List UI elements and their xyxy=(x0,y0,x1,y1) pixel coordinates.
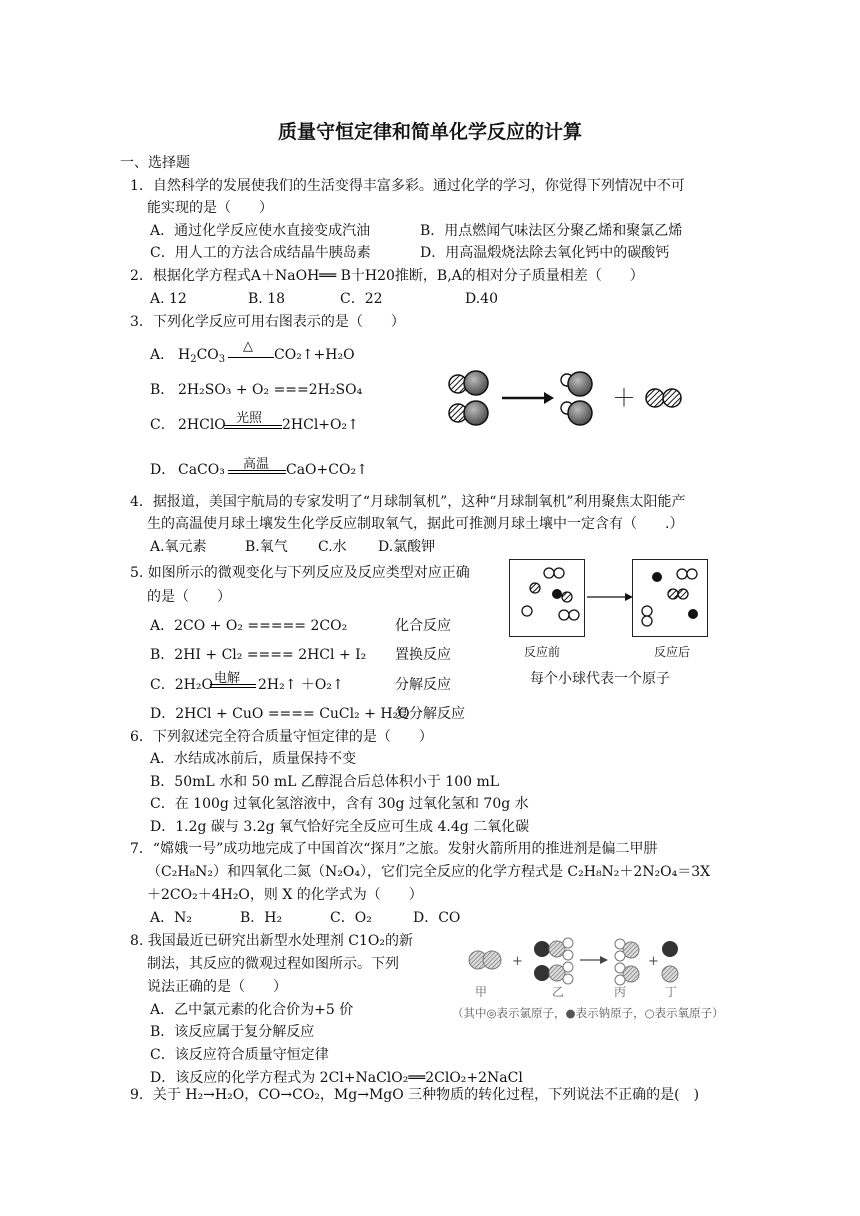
q5-option-c-left: C．2H₂O xyxy=(150,677,213,693)
q3-option-a-right: CO₂↑+H₂O xyxy=(274,347,355,363)
q3-option-c-eq-line1 xyxy=(224,425,282,426)
q1-option-d: D．用高温煅烧法除去氧化钙中的碳酸钙 xyxy=(420,245,670,261)
q6-option-d: D．1.2g 碳与 3.2g 氧气恰好完全反应可生成 4.4g 二氧化碳 xyxy=(150,819,530,835)
q4-stem-line1: 4．据报道，美国宇航局的专家发明了“月球制氧机”，这种“月球制氧机”利用聚焦太阳能产 xyxy=(130,494,686,510)
q5-option-a-equation: A．2CO + O₂ ===== 2CO₂ xyxy=(150,618,348,634)
q7-option-d: D．CO xyxy=(413,910,461,926)
q5-option-c-type: 分解反应 xyxy=(395,677,451,693)
q2-option-c: C．22 xyxy=(340,291,383,307)
q5-option-c-right: 2H₂↑ ＋O₂↑ xyxy=(258,677,344,693)
q5-option-d-type: 复分解反应 xyxy=(395,706,465,722)
q7-option-b: B．H₂ xyxy=(240,910,283,926)
q3-option-d-eq-line1 xyxy=(228,470,286,471)
q6-option-b: B．50mL 水和 50 mL 乙醇混合后总体积小于 100 mL xyxy=(150,774,500,790)
q5-option-c-condition: 电解 xyxy=(214,671,241,686)
q5-option-c-eq-line1 xyxy=(210,684,256,685)
q3-stem: 3．下列化学反应可用右图表示的是（ ） xyxy=(130,314,405,330)
q5-after-caption: 反应后 xyxy=(654,645,691,659)
q4-option-b: B.氧气 xyxy=(245,539,288,555)
q8-label-jia: 甲 xyxy=(475,985,488,999)
svg-text:+: + xyxy=(648,954,659,969)
q2-option-d: D.40 xyxy=(465,291,498,307)
q3-option-a-condition: △ xyxy=(243,339,253,354)
q6-option-c: C．在 100g 过氧化氢溶液中，含有 30g 过氧化氢和 70g 水 xyxy=(150,796,529,812)
q7-option-a: A．N₂ xyxy=(150,910,192,926)
q3-reaction-diagram xyxy=(440,366,710,434)
q8-option-d: D．该反应的化学方程式为 2Cl+NaClO₂══2ClO₂+2NaCl xyxy=(150,1070,523,1086)
q8-stem-line2: 制法，其反应的微观过程如图所示。下列 xyxy=(147,956,399,972)
q8-legend: （其中◎表示氯原子，●表示钠原子，○表示氧原子） xyxy=(452,1006,724,1020)
q8-option-b: B．该反应属于复分解反应 xyxy=(150,1024,315,1040)
q1-stem-line1: 1．自然科学的发展使我们的生活变得丰富多彩。通过化学的学习，你觉得下列情况中不可 xyxy=(130,178,685,194)
q4-stem-line2: 生的高温使月球土壤发生化学反应制取氧气，据此可推测月球土壤中一定含有（ .） xyxy=(147,516,684,532)
q3-option-c-eq-line2 xyxy=(224,428,282,429)
q3-option-c-label: C． xyxy=(150,417,175,433)
q5-option-b-type: 置换反应 xyxy=(395,647,451,663)
q8-label-bing: 丙 xyxy=(614,985,627,999)
q2-stem: 2．根据化学方程式A＋NaOH══ B十H20推断，B,A的相对分子质量相差（ ） xyxy=(130,268,644,284)
q7-option-c: C．O₂ xyxy=(330,910,372,926)
q2-option-a: A. 12 xyxy=(150,291,187,307)
section-heading: 一、选择题 xyxy=(120,155,190,171)
q2-option-b: B. 18 xyxy=(248,291,286,307)
q3-option-b-equation: 2H₂SO₃ + O₂ ===2H₂SO₄ xyxy=(178,382,363,398)
q3-option-d-label: D． xyxy=(150,462,176,478)
q3-option-c-right: 2HCl+O₂↑ xyxy=(282,417,359,433)
q3-option-a-arrow-line xyxy=(228,357,274,358)
q8-label-yi: 乙 xyxy=(552,985,565,999)
q5-stem-line2: 的是（ ） xyxy=(147,589,231,605)
q3-option-c-left: 2HClO xyxy=(178,417,226,433)
q1-option-c: C．用人工的方法合成结晶牛胰岛素 xyxy=(150,245,371,261)
q8-stem-line3: 说法正确的是（ ） xyxy=(147,979,287,995)
q3-option-d-eq-line2 xyxy=(228,473,286,474)
q5-option-b-equation: B．2HI + Cl₂ ==== 2HCl + I₂ xyxy=(150,647,367,663)
q1-option-a: A．通过化学反应使水直接变成汽油 xyxy=(150,223,371,239)
q3-option-b-label: B． xyxy=(150,382,175,398)
q8-label-ding: 丁 xyxy=(665,985,678,999)
q7-stem-line1: 7．“嫦娥一号”成功地完成了中国首次“探月”之旅。发射火箭所用的推进剂是偏二甲肼 xyxy=(130,841,658,857)
q4-option-d: D.氯酸钾 xyxy=(378,539,436,555)
q8-option-a: A．乙中氯元素的化合价为+5 价 xyxy=(150,1002,354,1018)
q4-option-c: C.水 xyxy=(318,539,347,555)
q3-option-d-right: CaO+CO₂↑ xyxy=(286,462,368,478)
q5-stem-line1: 5. 如图所示的微观变化与下列反应及反应类型对应正确 xyxy=(130,565,470,581)
q5-option-d-equation: D．2HCl + CuO ==== CuCl₂ + H₂O xyxy=(150,706,410,722)
q3-option-d-condition: 高温 xyxy=(243,457,270,472)
q3-option-c-condition: 光照 xyxy=(236,411,263,426)
q5-reaction-diagram xyxy=(509,559,709,639)
q6-stem: 6．下列叙述完全符合质量守恒定律的是（ ） xyxy=(130,729,433,745)
q7-stem-line2: （C₂H₈N₂）和四氧化二氮（N₂O₄），它们完全反应的化学方程式是 C₂H₈N₂＋2N₂O₄＝3X xyxy=(147,864,711,880)
svg-text:+: + xyxy=(512,954,523,969)
q3-option-a-left: $H_2CO_3$ xyxy=(178,347,226,365)
q8-stem-line1: 8. 我国最近已研究出新型水处理剂 C1O₂的新 xyxy=(130,933,413,949)
q1-option-b: B．用点燃闻气味法区分聚乙烯和聚氯乙烯 xyxy=(420,223,683,239)
page-title: 质量守恒定律和简单化学反应的计算 xyxy=(277,121,582,143)
q5-option-c-eq-line2 xyxy=(210,687,256,688)
q7-stem-line3: ＋2CO₂＋4H₂O，则 X 的化学式为（ ） xyxy=(147,887,423,903)
q4-option-a: A.氧元素 xyxy=(150,539,207,555)
q8-reaction-diagram xyxy=(460,936,740,996)
q3-diagram-plus: ＋ xyxy=(612,384,636,412)
q8-option-c: C．该反应符合质量守恒定律 xyxy=(150,1047,329,1063)
q5-option-a-type: 化合反应 xyxy=(395,618,451,634)
q1-stem-line2: 能实现的是（ ） xyxy=(147,200,273,216)
q9-stem: 9．关于 H₂→H₂O，CO→CO₂，Mg→MgO 三种物质的转化过程，下列说法不正确的是( ) xyxy=(130,1087,700,1103)
q5-diagram-note: 每个小球代表一个原子 xyxy=(530,671,670,687)
q6-option-a: A．水结成冰前后，质量保持不变 xyxy=(150,751,357,767)
q3-option-d-left: CaCO₃ xyxy=(178,462,225,478)
q5-before-caption: 反应前 xyxy=(524,645,561,659)
q3-option-a-label: A． xyxy=(150,347,175,363)
